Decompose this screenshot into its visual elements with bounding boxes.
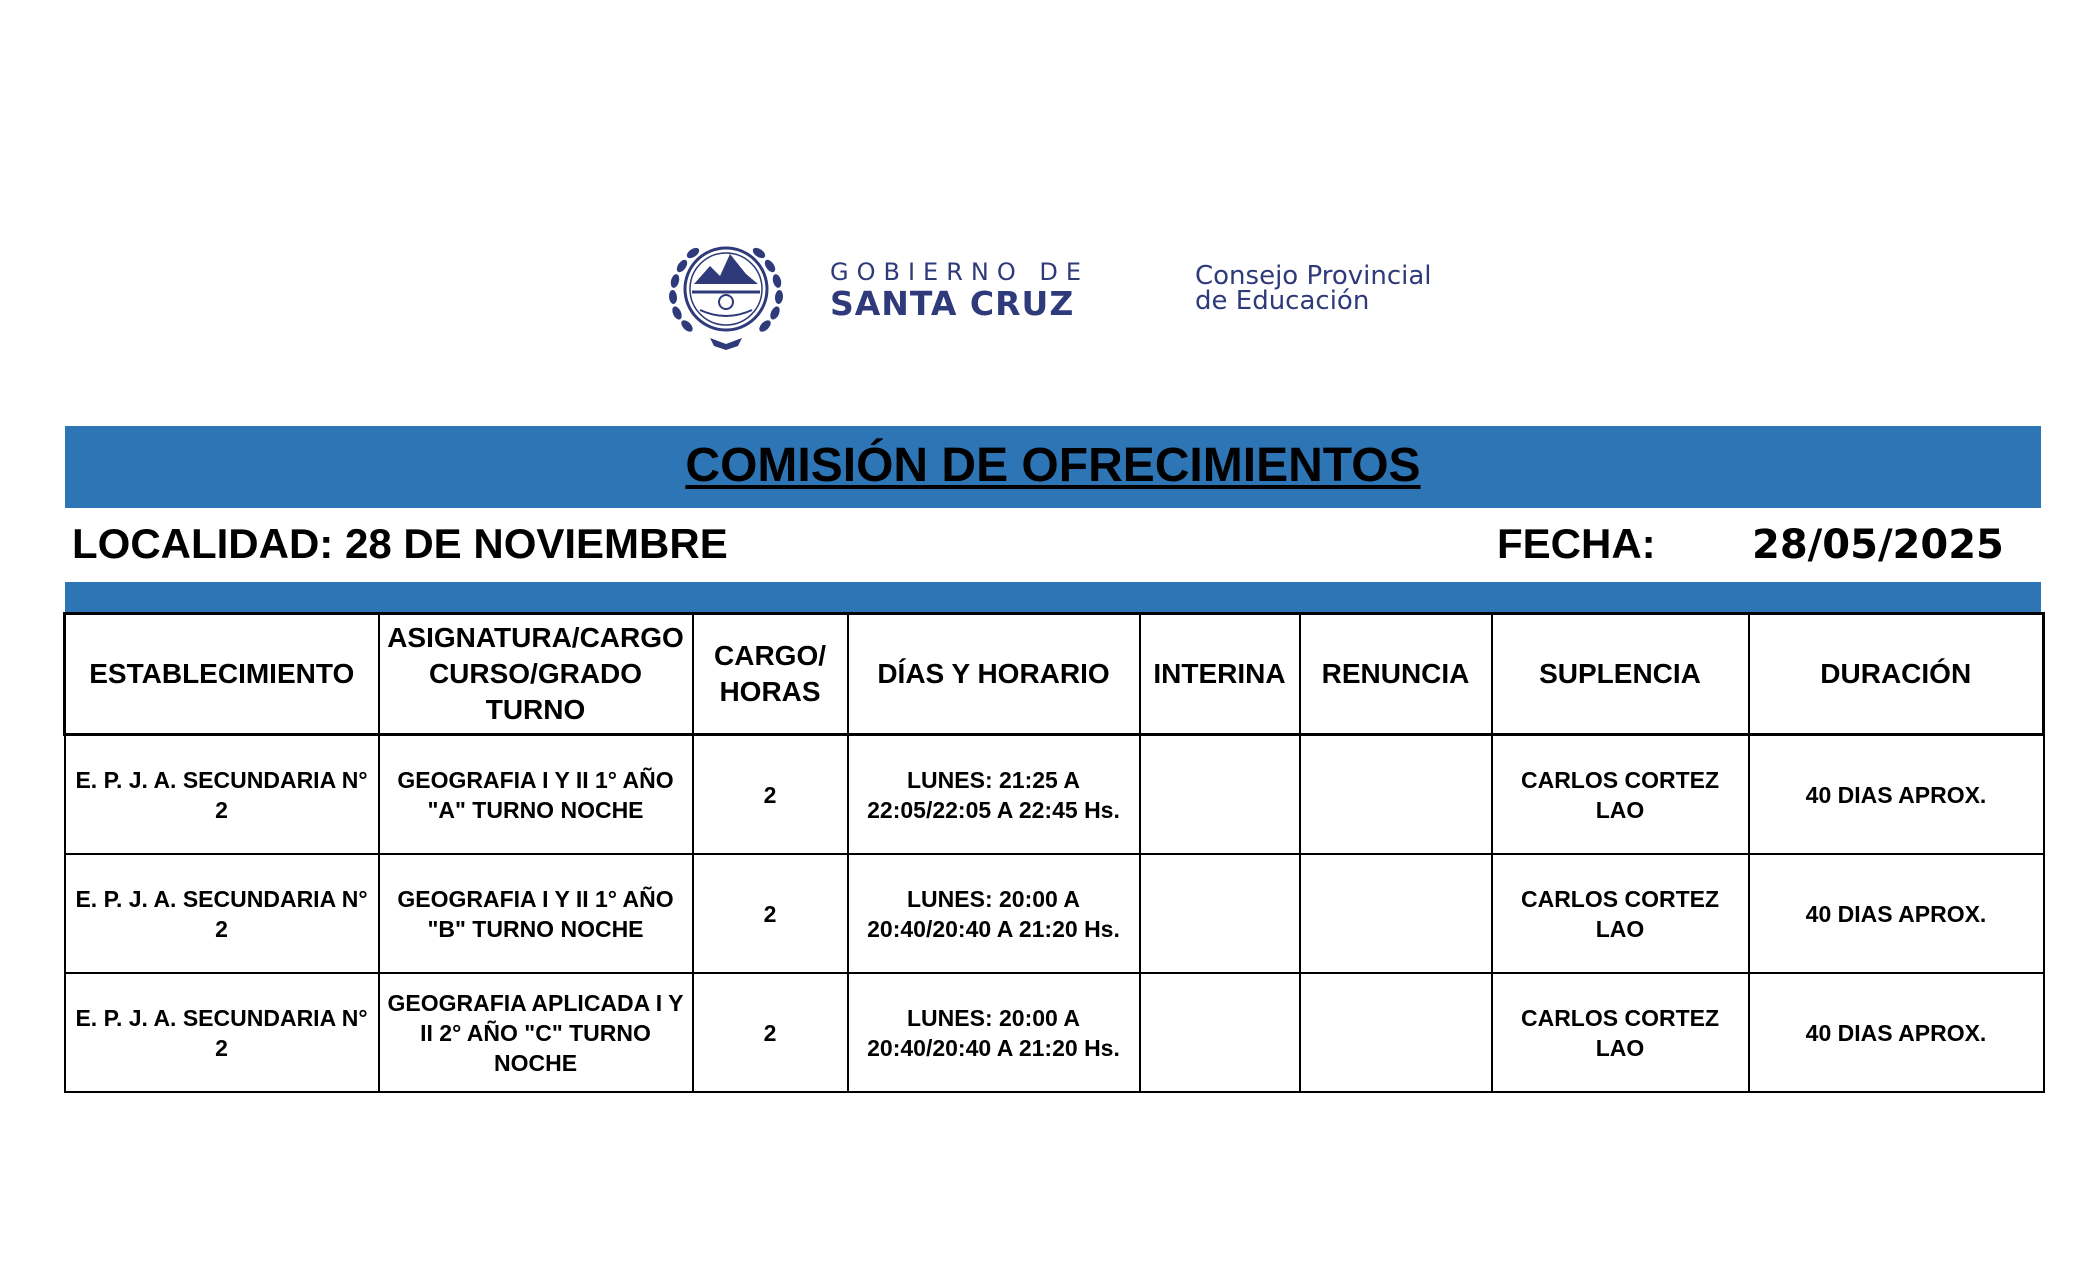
consejo-logo-text	[1195, 261, 1432, 316]
table-row	[65, 735, 2044, 855]
table-row	[65, 854, 2044, 973]
page-header	[0, 220, 2100, 360]
table-header-row	[65, 614, 2044, 735]
cell-suplencia: CARLOS CORTEZ LAO	[1492, 854, 1749, 973]
cell-establecimiento: E. P. J. A. SECUNDARIA N° 2	[65, 854, 379, 973]
col-header-establecimiento: ESTABLECIMIENTO	[65, 614, 379, 735]
cell-duracion: 40 DIAS APROX.	[1749, 735, 2044, 855]
cell-suplencia: CARLOS CORTEZ LAO	[1492, 973, 1749, 1092]
localidad-label: LOCALIDAD: 28 DE NOVIEMBRE	[72, 520, 728, 567]
table-row	[65, 973, 2044, 1092]
cell-horas: 2	[693, 854, 848, 973]
cell-renuncia	[1300, 735, 1492, 855]
fecha-label: FECHA:	[1497, 520, 1656, 567]
santa-cruz-seal-icon	[660, 226, 792, 352]
cell-establecimiento: E. P. J. A. SECUNDARIA N° 2	[65, 735, 379, 855]
gobierno-logo-text	[830, 258, 1089, 323]
cell-renuncia	[1300, 854, 1492, 973]
col-header-horario: DÍAS Y HORARIO	[848, 614, 1140, 735]
consejo-line1: Consejo Provincial	[1195, 261, 1432, 291]
cell-duracion: 40 DIAS APROX.	[1749, 973, 2044, 1092]
cell-horas: 2	[693, 973, 848, 1092]
cell-horario: LUNES: 21:25 A 22:05/22:05 A 22:45 Hs.	[848, 735, 1140, 855]
cell-interina	[1140, 973, 1300, 1092]
cell-renuncia	[1300, 973, 1492, 1092]
col-header-suplencia: SUPLENCIA	[1492, 614, 1749, 735]
cell-horas: 2	[693, 735, 848, 855]
divider-strip	[65, 582, 2041, 612]
fecha-value: 28/05/2025	[1752, 522, 2004, 568]
title-band	[65, 426, 2041, 508]
col-header-duracion: DURACIÓN	[1749, 614, 2044, 735]
cell-asignatura: GEOGRAFIA I Y II 1° AÑO "A" TURNO NOCHE	[379, 735, 693, 855]
col-header-renuncia: RENUNCIA	[1300, 614, 1492, 735]
col-header-interina: INTERINA	[1140, 614, 1300, 735]
col-header-asignatura: ASIGNATURA/CARGO CURSO/GRADO TURNO	[379, 614, 693, 735]
gobierno-line1: GOBIERNO DE	[830, 258, 1089, 286]
cell-asignatura: GEOGRAFIA APLICADA I Y II 2° AÑO "C" TURNO NOCHE	[379, 973, 693, 1092]
offers-table	[63, 612, 2045, 1093]
col-header-horas: CARGO/ HORAS	[693, 614, 848, 735]
cell-horario: LUNES: 20:00 A 20:40/20:40 A 21:20 Hs.	[848, 854, 1140, 973]
cell-interina	[1140, 854, 1300, 973]
consejo-line2: de Educación	[1195, 286, 1370, 316]
gobierno-line2: SANTA CRUZ	[830, 284, 1075, 323]
page-title: COMISIÓN DE OFRECIMIENTOS	[685, 439, 1421, 492]
cell-asignatura: GEOGRAFIA I Y II 1° AÑO "B" TURNO NOCHE	[379, 854, 693, 973]
cell-suplencia: CARLOS CORTEZ LAO	[1492, 735, 1749, 855]
cell-establecimiento: E. P. J. A. SECUNDARIA N° 2	[65, 973, 379, 1092]
cell-horario: LUNES: 20:00 A 20:40/20:40 A 21:20 Hs.	[848, 973, 1140, 1092]
cell-duracion: 40 DIAS APROX.	[1749, 854, 2044, 973]
cell-interina	[1140, 735, 1300, 855]
